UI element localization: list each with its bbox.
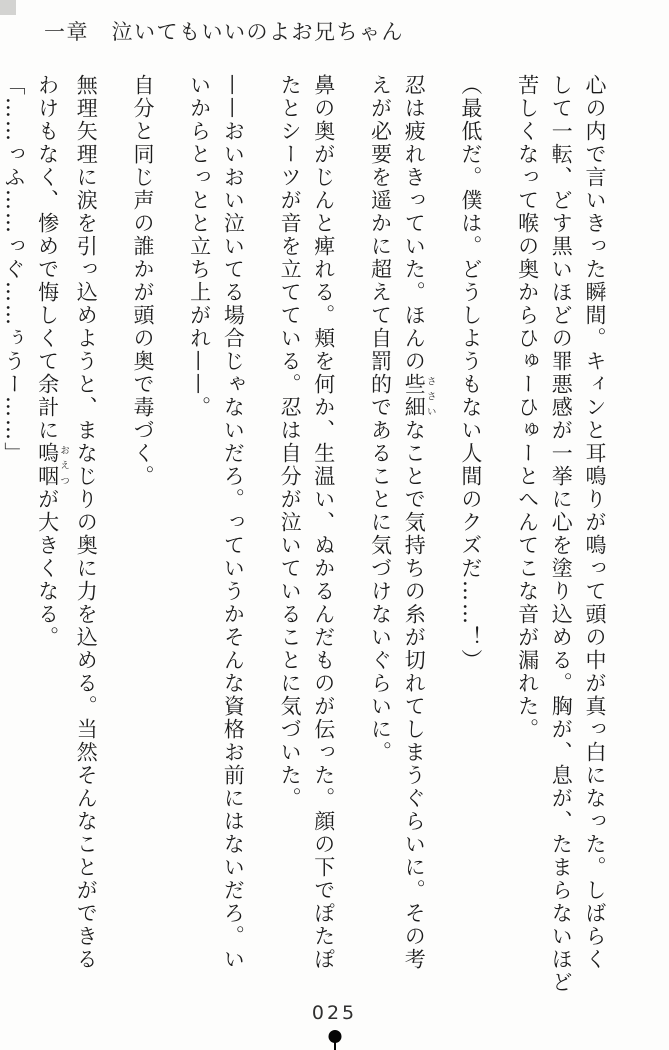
text-column: いからとっとと立ち上がれ——。 (187, 74, 212, 419)
text-column: 忍は疲れきっていた。ほんの些細ささいなことで気持ちの糸が切れてしまうぐらいに。その考 (402, 74, 436, 971)
page-number: 025 (311, 1002, 358, 1024)
text-column: 無理矢理に涙を引っ込めようと、まなじりの奥に力を込める。当然そんなことができる (74, 74, 99, 971)
binding-mark-line (334, 1040, 336, 1050)
text-column: わけもなく、惨めで悔しくて余計に嗚咽おえつが大きくなる。 (35, 74, 70, 649)
text-column: 苦しくなって喉の奥からひゅーひゅーとへんてこな音が漏れた。 (515, 74, 540, 741)
text-column: （最低だ。僕は。どうしようもない人間のクズだ……！） (458, 74, 483, 672)
text-column: ——おいおい泣いてる場合じゃないだろ。っていうかそんな資格お前にはないだろ。い (221, 74, 246, 971)
body-text (1, 74, 634, 1026)
text-column: 自分と同じ声の誰かが頭の奥で毒づく。 (130, 74, 155, 488)
text-column: たとシーツが音を立てている。忍は自分が泣いていることに気づいた。 (278, 74, 303, 810)
text-column: えが必要を遥かに超えて自罰的であることに気づけないぐらいに。 (368, 74, 393, 764)
text-column: 鼻の奥がじんと痺れる。頬を何か、生温い、ぬかるんだものが伝った。顔の下でぽたぽ (311, 74, 336, 971)
scan-corner-artifact (0, 0, 16, 15)
ruby-annotated-word: 嗚咽おえつ (35, 442, 70, 488)
text-column: して一転、どす黒いほどの罪悪感が一挙に心を塗り込める。胸が、息が、たまらないほど (549, 74, 574, 994)
text-column: 心の内で言いきった瞬間。キィンと耳鳴りが鳴って頭の中が真っ白になった。しばらく (583, 74, 607, 971)
ruby-annotated-word: 些細ささい (402, 373, 436, 419)
text-column: 「……っふ……っぐ……ぅうー……」 (1, 74, 26, 465)
chapter-header: 一章 泣いてもいいのよお兄ちゃん (44, 20, 404, 44)
